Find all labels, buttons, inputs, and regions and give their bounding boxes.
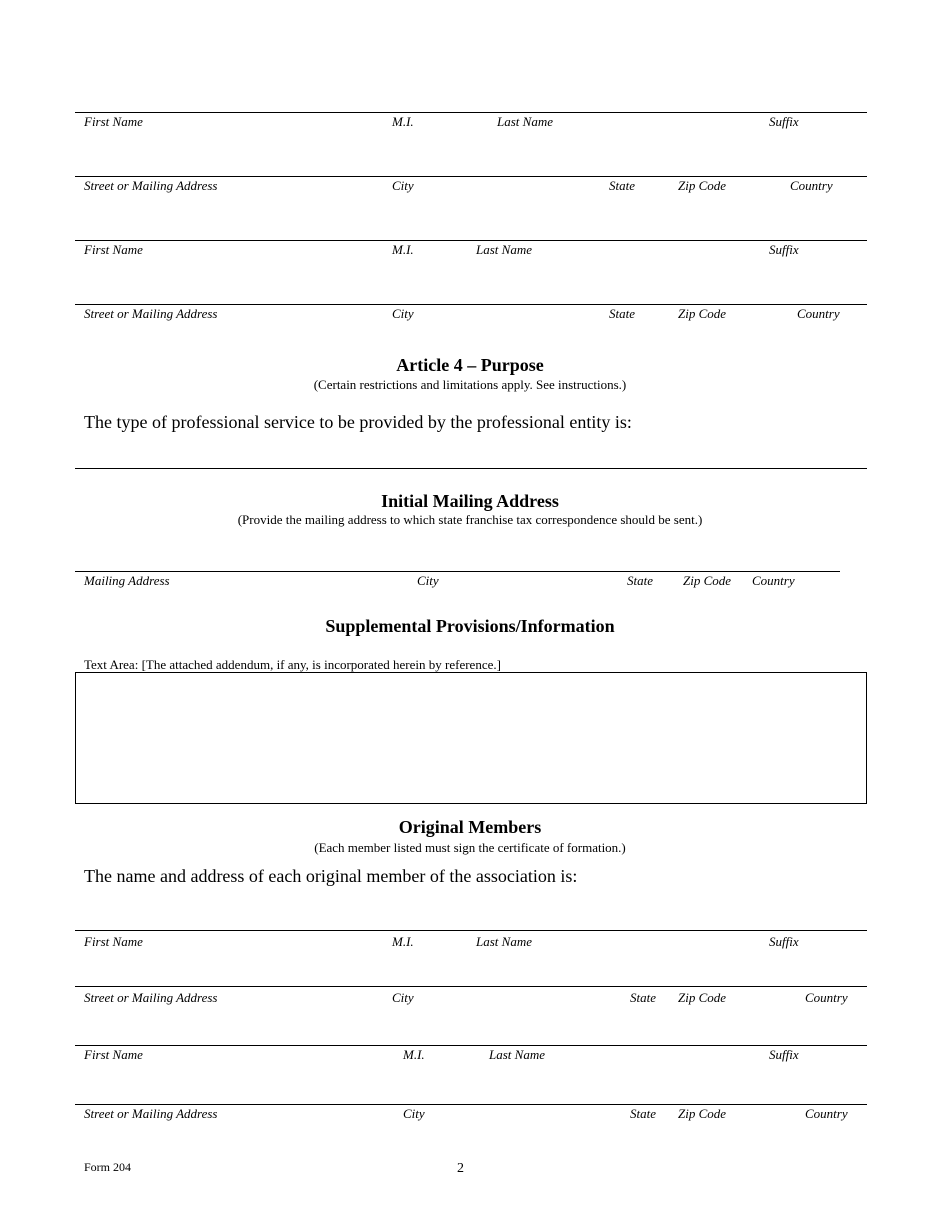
initial-mailing-subtitle: (Provide the mailing address to which state franchise tax correspondence should be sent.) [237,512,703,527]
country-label: Country [797,306,840,321]
country-label: Country [752,573,795,588]
mi-label: M.I. [392,114,414,129]
street-label: Street or Mailing Address [84,306,218,321]
article4-title: Article 4 – Purpose [396,355,544,375]
state-label: State [627,573,653,588]
original-members-title: Original Members [398,817,542,837]
city-label: City [417,573,439,588]
mi-label: M.I. [392,934,414,949]
supplemental-text-area[interactable] [75,672,867,804]
mi-label: M.I. [403,1047,425,1062]
street-label: Street or Mailing Address [84,1106,218,1121]
zip-label: Zip Code [678,1106,727,1121]
suffix-label: Suffix [769,242,799,257]
city-label: City [392,990,414,1005]
last-name-label: Last Name [476,242,532,257]
original-members-subtitle: (Each member listed must sign the certificate of formation.) [314,840,626,855]
purpose-line[interactable] [75,468,867,469]
state-label: State [630,990,656,1005]
suffix-label: Suffix [769,1047,799,1062]
zip-label: Zip Code [678,178,727,193]
mailing-address-label: Mailing Address [84,573,170,588]
page-number: 2 [457,1161,464,1176]
country-label: Country [805,990,848,1005]
text-area-label: Text Area: [The attached addendum, if any, is incorporated herein by reference.] [84,657,501,672]
suffix-label: Suffix [769,934,799,949]
city-label: City [392,306,414,321]
state-label: State [630,1106,656,1121]
address-line[interactable] [75,986,867,987]
mailing-address-line[interactable] [75,571,840,572]
street-label: Street or Mailing Address [84,990,218,1005]
original-members-statement: The name and address of each original member of the association is: [84,866,578,886]
zip-label: Zip Code [678,990,727,1005]
state-label: State [609,178,635,193]
form-number: Form 204 [84,1160,132,1174]
last-name-label: Last Name [476,934,532,949]
first-name-label: First Name [84,242,143,257]
last-name-label: Last Name [497,114,553,129]
zip-label: Zip Code [683,573,732,588]
country-label: Country [790,178,833,193]
first-name-label: First Name [84,1047,143,1062]
mi-label: M.I. [392,242,414,257]
city-label: City [392,178,414,193]
name-line[interactable] [75,930,867,931]
name-line[interactable] [75,1045,867,1046]
state-label: State [609,306,635,321]
first-name-label: First Name [84,114,143,129]
address-line[interactable] [75,1104,867,1105]
zip-label: Zip Code [678,306,727,321]
address-line[interactable] [75,176,867,177]
supplemental-title: Supplemental Provisions/Information [325,616,615,636]
country-label: Country [805,1106,848,1121]
initial-mailing-title: Initial Mailing Address [381,491,559,511]
suffix-label: Suffix [769,114,799,129]
city-label: City [403,1106,425,1121]
last-name-label: Last Name [489,1047,545,1062]
name-line[interactable] [75,112,867,113]
first-name-label: First Name [84,934,143,949]
street-label: Street or Mailing Address [84,178,218,193]
address-line[interactable] [75,304,867,305]
article4-statement: The type of professional service to be provided by the professional entity is: [84,412,632,432]
article4-subtitle: (Certain restrictions and limitations apply. See instructions.) [313,377,627,392]
name-line[interactable] [75,240,867,241]
